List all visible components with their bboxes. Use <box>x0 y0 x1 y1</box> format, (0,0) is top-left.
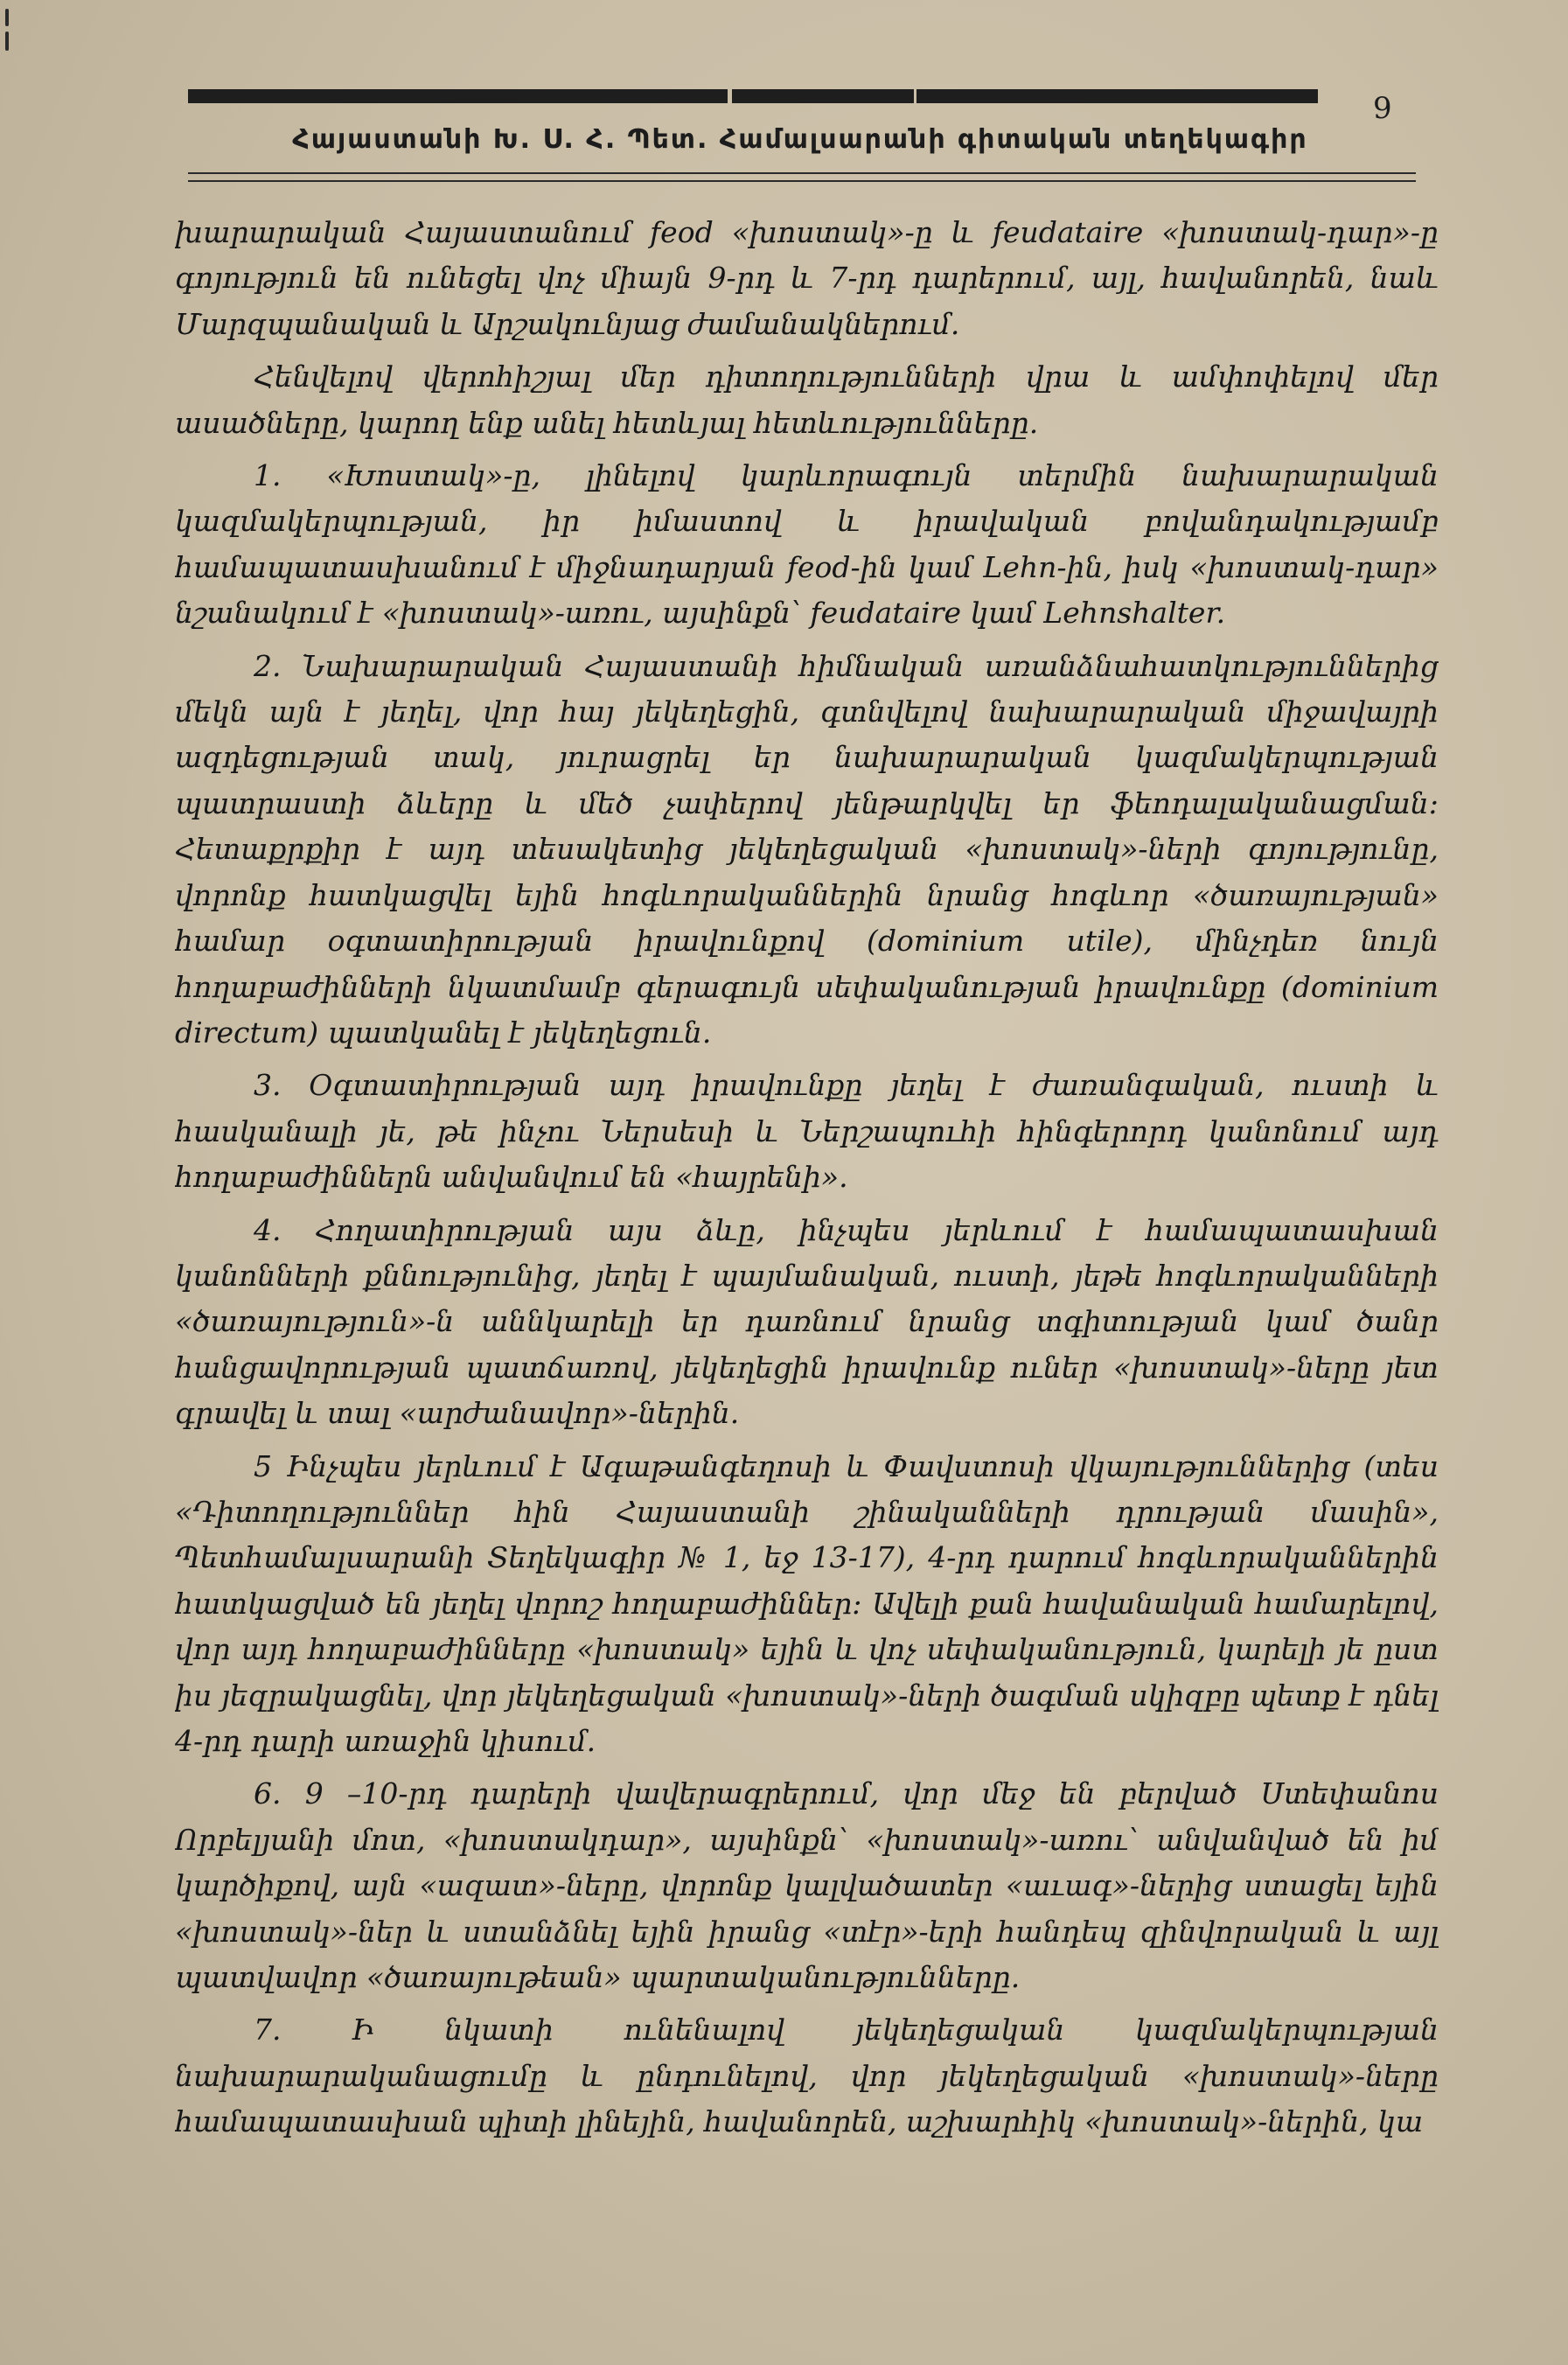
scan-edge-mark <box>5 9 9 26</box>
paragraph: 1. «Խոստակ»-ը, լինելով կարևորագույն տերմին նախարարական կազմակերպության, իր իմաստով և իրավական բովանդակությամբ համապատասխանում է միջնադարյան feod-ին կամ Lehn-ին, իսկ «խոստակ-դար» նշանակում է «խոստակ»-առու, այսինքն՝ feudataire կամ Lehnshalter. <box>175 458 1439 631</box>
paragraph: խարարական Հայաստանում feod «խոստակ»-ը և feudataire «խոստակ-դար»-ը գոյություն են ունեցել վոչ միայն 9-րդ և 7-րդ դարերում, այլ, հավանորեն, նաև Մարզպանական և Արշակունյաց ժամանակներում. <box>175 215 1439 341</box>
header-rule-upper <box>188 172 1416 174</box>
running-head: Հայաստանի Խ. Ս. Հ. Պետ. Համալսարանի գիտական տեղեկագիր <box>292 124 1308 155</box>
paragraph: 4. Հողատիրության այս ձևը, ինչպես յերևում է համապատասխան կանոնների քննությունից, յեղել է պայմանական, ուստի, յեթե հոգևորականների «ծառայություն»-ն աննկարելի եր դառնում նրանց տգիտության կամ ծանր հանցավորության պատճառով, յեկեղեցին իրավունք ուներ «խոստակ»-ները յետ գրավել և տալ «արժանավոր»-ներին. <box>175 1212 1439 1431</box>
paragraph: 5 Ինչպես յերևում է Ագաթանգեղոսի և Փավստոսի վկայություններից (տես «Դիտողություններ հին Հայաստանի շինականների դրության մասին», Պետհամալսարանի Տեղեկագիր № 1, եջ 13-17), 4-րդ դարում հոգևորականներին հատկացված են յեղել վորոշ հողաբաժիններ։ Ավելի քան հավանական համարելով, վոր այդ հողաբաժինները «խոստակ» եյին և վոչ սեփականություն, կարելի յե ըստ իս յեզրակացնել, վոր յեկեղեցական «խոստակ»-ների ծագման սկիզբը պետք է դնել 4-րդ դարի առաջին կիսում. <box>175 1448 1439 1758</box>
page-number: 9 <box>1373 91 1392 126</box>
paragraph: 6. 9 –10-րդ դարերի վավերագրերում, վոր մեջ են բերված Ստեփանոս Որբելյանի մոտ, «խոստակդար», այսինքն՝ «խոստակ»-առու՝ անվանված են իմ կարծիքով, այն «ազատ»-ները, վորոնք կալվածատեր «աւագ»-ներից ստացել եյին «խոստակ»-ներ և ստանձնել եյին իրանց «տէր»-երի հանդեպ զինվորական և այլ պատվավոր «ծառայութեան» պարտականությունները. <box>175 1776 1439 1995</box>
paragraph: 2. Նախարարական Հայաստանի հիմնական առանձնահատկություններից մեկն այն է յեղել, վոր հայ յեկեղեցին, գտնվելով նախարարական միջավայրի ազդեցության տակ, յուրացրել եր նախարարական կազմակերպության պատրաստի ձևերը և մեծ չափերով յենթարկվել եր ֆեոդալականացման։ Հետաքրքիր է այդ տեսակետից յեկեղեցական «խոստակ»-ների գոյությունը, վորոնք հատկացվել եյին հոգևորականներին նրանց հոգևոր «ծառայության» համար օգտատիրության իրավունքով (dominium utile), մինչդեռ նույն հողաբաժինների նկատմամբ գերագույն սեփականության իրավունքը (dominium directum) պատկանել է յեկեղեցուն. <box>175 648 1439 1050</box>
paragraph: Հենվելով վերոհիշյալ մեր դիտողությունների վրա և ամփոփելով մեր ասածները, կարող ենք անել հետևյալ հետևությունները. <box>175 359 1439 440</box>
paragraph: 3. Օգտատիրության այդ իրավունքը յեղել է ժառանգական, ուստի և հասկանալի յե, թե ինչու Ներսեսի և Ներշապուհի հինգերորդ կանոնում այդ հողաբաժիններն անվանվում են «հայրենի». <box>175 1068 1439 1195</box>
header-thick-rule <box>188 89 1318 103</box>
header-rule-lower <box>188 180 1416 182</box>
paragraph: 7. Ի նկատի ունենալով յեկեղեցական կազմակերպության նախարարականացումը և ընդունելով, վոր յեկեղեցական «խոստակ»-ները համապատասխան պիտի լինեյին, հավանորեն, աշխարհիկ «խոստակ»-ներին, կա <box>175 2013 1439 2139</box>
scan-edge-mark <box>5 31 9 51</box>
body-text <box>175 210 1439 2344</box>
